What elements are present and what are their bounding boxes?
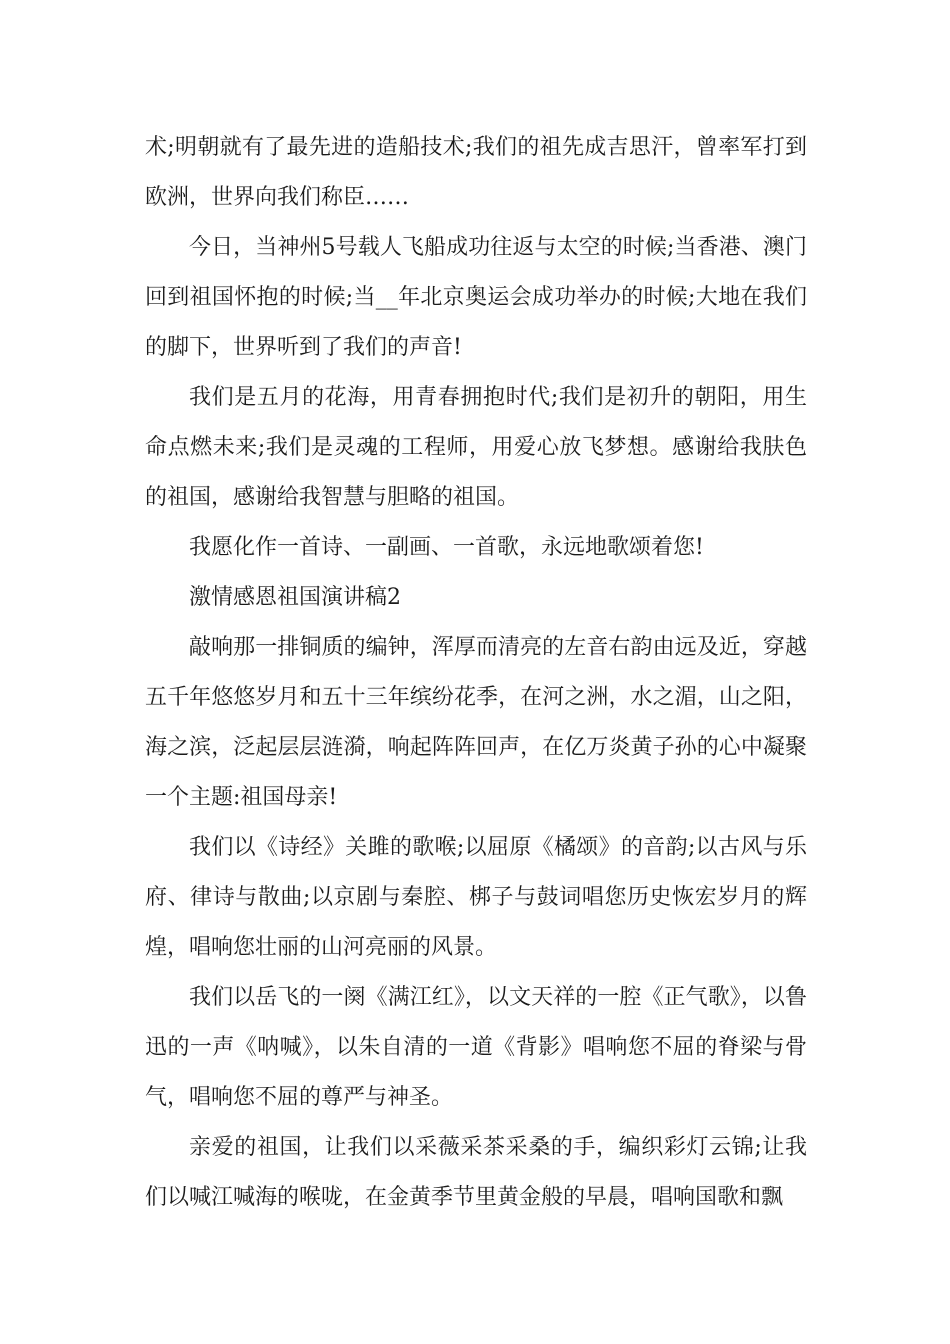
paragraph: 今日，当神州5号载人飞船成功往返与太空的时候;当香港、澳门回到祖国怀抱的时候;当__年北京奥运会成功举办的时候;大地在我们的脚下，世界听到了我们的声音! [145,235,807,360]
paragraph: 亲爱的祖国，让我们以采薇采茶采桑的手，编织彩灯云锦;让我们以喊江喊海的喉咙，在金黄季节里黄金般的早晨，唱响国歌和飘 [145,1135,807,1210]
paragraph: 我们以《诗经》关雎的歌喉;以屈原《橘颂》的音韵;以古风与乐府、律诗与散曲;以京剧与秦腔、梆子与鼓词唱您历史恢宏岁月的辉煌，唱响您壮丽的山河亮丽的风景。 [145,835,807,960]
paragraph-continued: 术;明朝就有了最先进的造船技术;我们的祖先成吉思汗，曾率军打到欧洲，世界向我们称臣…… [145,135,807,210]
section-title: 激情感恩祖国演讲稿2 [189,585,401,610]
paragraph: 敲响那一排铜质的编钟，浑厚而清亮的左音右韵由远及近，穿越五千年悠悠岁月和五十三年缤纷花季，在河之洲，水之湄，山之阳，海之滨，泛起层层涟漪，响起阵阵回声，在亿万炎黄子孙的心中凝聚一个主题:祖国母亲! [145,635,807,810]
paragraph: 我们以岳飞的一阕《满江红》，以文天祥的一腔《正气歌》，以鲁迅的一声《呐喊》，以朱自清的一道《背影》唱响您不屈的脊梁与骨气，唱响您不屈的尊严与神圣。 [145,985,807,1110]
document-body [145,123,807,1223]
paragraph: 我们是五月的花海，用青春拥抱时代;我们是初升的朝阳，用生命点燃未来;我们是灵魂的工程师，用爱心放飞梦想。感谢给我肤色的祖国，感谢给我智慧与胆略的祖国。 [145,385,807,510]
paragraph: 我愿化作一首诗、一副画、一首歌，永远地歌颂着您! [189,535,704,560]
